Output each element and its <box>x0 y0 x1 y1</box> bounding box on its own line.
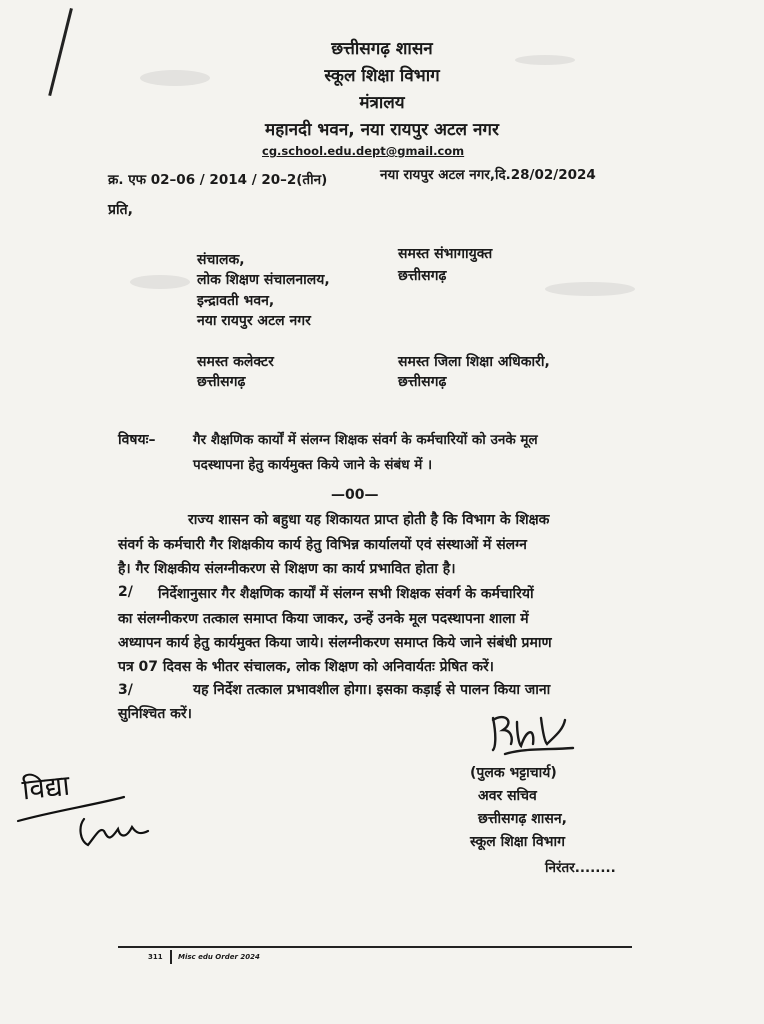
place-date: नया रायपुर अटल नगर,दि.28/02/2024 <box>380 167 596 183</box>
para-3-number: 3/ <box>118 682 133 698</box>
continued-marker: निरंतर........ <box>545 860 616 876</box>
para-2-line-1: निर्देशानुसार गैर शैक्षणिक कार्यों में संलग्न सभी शिक्षक संवर्ग के कर्मचारियों <box>158 586 534 602</box>
recipient-3-line-1: समस्त कलेक्टर <box>197 354 274 370</box>
para-2-line-4: पत्र 07 दिवस के भीतर संचालक, लोक शिक्षण को अनिवार्यतः प्रेषित करें। <box>118 659 494 675</box>
para-3-line-1: यह निर्देश तत्काल प्रभावशील होगा। इसका कड़ाई से पालन किया जाना <box>193 682 551 698</box>
para-2-number: 2/ <box>118 584 133 600</box>
header-email[interactable]: cg.school.edu.dept@gmail.com <box>262 144 465 158</box>
signatory-govt: छत्तीसगढ़ शासन, <box>478 811 567 827</box>
recipient-2-line-1: समस्त संभागायुक्त <box>398 246 493 262</box>
header-ministry: मंत्रालय <box>359 93 405 113</box>
scan-smudge <box>545 282 635 296</box>
reference-number: क्र. एफ 02–06 / 2014 / 20–2(तीन) <box>108 172 328 188</box>
recipient-1-line-3: इन्द्रावती भवन, <box>197 293 275 309</box>
para-2-line-2: का संलग्नीकरण तत्काल समाप्त किया जाकर, उन्हें उनके मूल पदस्थापना शाला में <box>118 611 529 627</box>
recipient-1-line-4: नया रायपुर अटल नगर <box>197 313 311 329</box>
footer-rule <box>118 946 632 948</box>
para-1-line-3: है। गैर शिक्षकीय संलग्नीकरण से शिक्षण का कार्य प्रभावित होता है। <box>118 561 456 577</box>
handwritten-note: विद्या <box>20 768 72 807</box>
scan-smudge <box>130 275 190 289</box>
signatory-name: (पुलक भट्टाचार्य) <box>470 765 557 781</box>
subject-line-2: पदस्थापना हेतु कार्यमुक्त किये जाने के संबंध में । <box>193 457 433 473</box>
recipient-1-line-1: संचालक, <box>197 252 245 268</box>
header-govt: छत्तीसगढ़ शासन <box>331 39 433 59</box>
header-address: महानदी भवन, नया रायपुर अटल नगर <box>265 120 499 140</box>
recipient-4-line-1: समस्त जिला शिक्षा अधिकारी, <box>398 354 550 370</box>
footer-stamp: Misc edu Order 2024 <box>178 953 260 961</box>
recipient-1-line-2: लोक शिक्षण संचालनालय, <box>197 272 330 288</box>
para-2-line-3: अध्यापन कार्य हेतु कार्यमुक्त किया जाये। संलग्नीकरण समाप्त किये जाने संबंधी प्रमाण <box>118 635 552 651</box>
subject-line-1: गैर शैक्षणिक कार्यों में संलग्न शिक्षक संवर्ग के कर्मचारियों को उनके मूल <box>193 432 538 448</box>
para-1-line-2: संवर्ग के कर्मचारी गैर शिक्षकीय कार्य हेतु विभिन्न कार्यालयों एवं संस्थाओं में संलग्न <box>118 537 527 553</box>
handwritten-initials <box>14 775 154 855</box>
header-dept: स्कूल शिक्षा विभाग <box>324 66 440 86</box>
footer-divider <box>170 950 172 964</box>
recipient-3-line-2: छत्तीसगढ़ <box>197 374 246 390</box>
subject-label: विषयः– <box>118 432 156 448</box>
para-1-line-1: राज्य शासन को बहुधा यह शिकायत प्राप्त होती है कि विभाग के शिक्षक <box>188 512 550 528</box>
signatory-dept: स्कूल शिक्षा विभाग <box>470 834 566 850</box>
separator: —00— <box>331 487 379 503</box>
recipient-4-line-2: छत्तीसगढ़ <box>398 374 447 390</box>
signature-scribble <box>485 708 575 758</box>
footer-page-number: 311 <box>148 953 163 961</box>
to-label: प्रति, <box>108 202 133 218</box>
recipient-2-line-2: छत्तीसगढ़ <box>398 268 447 284</box>
para-3-line-2: सुनिश्चित करें। <box>118 706 192 722</box>
signatory-designation: अवर सचिव <box>478 788 537 804</box>
